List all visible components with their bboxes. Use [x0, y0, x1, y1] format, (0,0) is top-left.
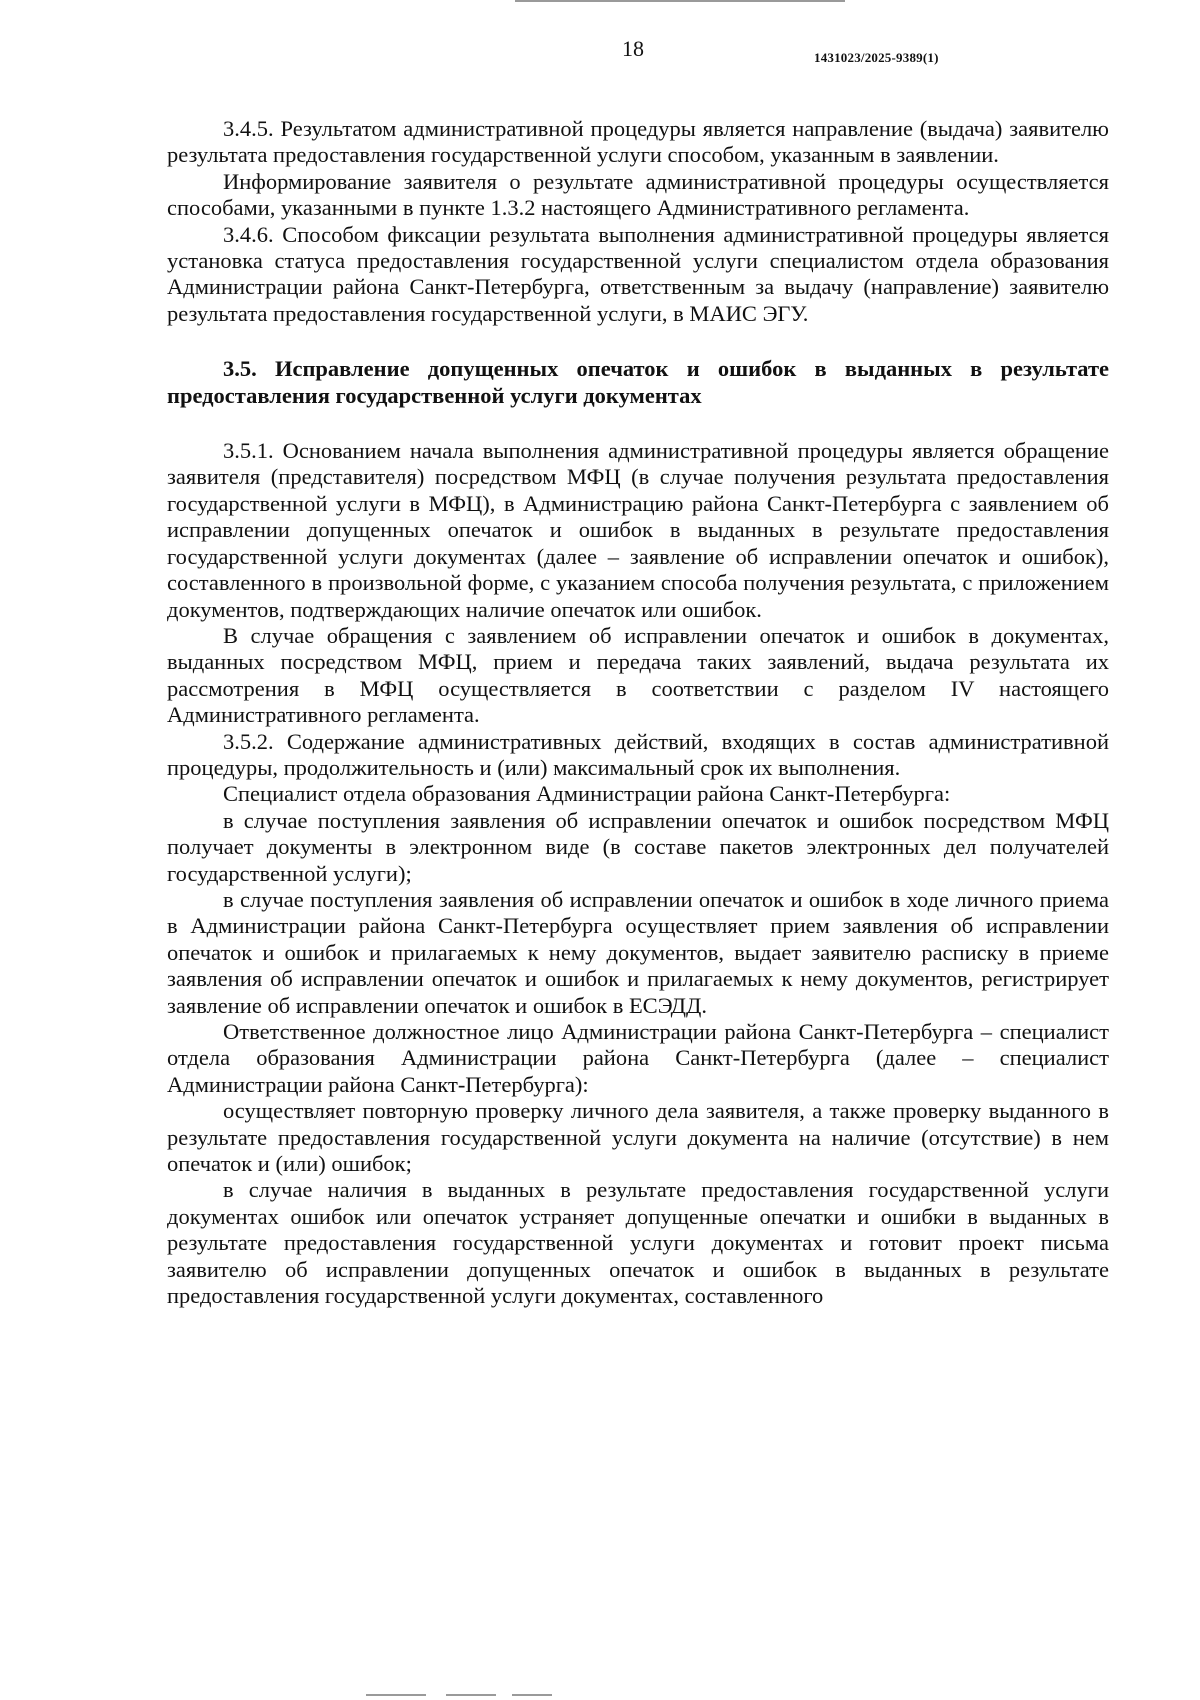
paragraph-personal-reception: в случае поступления заявления об исправлении опечаток и ошибок в ходе личного приема в Администрации района Санкт-Петербурга осуществляет прием заявления об исправлении опечаток и ошибок и прилагаемых к нему документов, выдает заявителю расписку в приеме заявления об исправлении опечаток и ошибок и прилагаемых к нему документов, регистрирует заявление об исправлении опечаток и ошибок в ЕСЭДД. — [167, 886, 1109, 1018]
paragraph-3-4-5: 3.4.5. Результатом административной процедуры является направление (выдача) заявителю результата предоставления государственной услуги способом, указанным в заявлении. — [167, 116, 1109, 168]
paragraph-3-4-6: 3.4.6. Способом фиксации результата выполнения административной процедуры является установка статуса предоставления государственной услуги специалистом отдела образования Администрации района Санкт-Петербурга, ответственным за выдачу (направление) заявителю результата предоставления государственной услуги, в МАИС ЭГУ. — [167, 221, 1109, 326]
paragraph-mfc-case: В случае обращения с заявлением об исправлении опечаток и ошибок в документах, выданных посредством МФЦ, прием и передача таких заявлений, выдача результата их рассмотрения в МФЦ осуществляется в соответствии с разделом IV настоящего Административного регламента. — [167, 622, 1109, 728]
paragraph-3-5-2: 3.5.2. Содержание административных действий, входящих в состав административной процедуры, продолжительность и (или) максимальный срок их выполнения. — [167, 728, 1109, 780]
scan-artifact-bottom-3 — [512, 1694, 552, 1696]
paragraph-specialist-intro: Специалист отдела образования Администрации района Санкт-Петербурга: — [223, 781, 951, 807]
paragraph-responsible-official: Ответственное должностное лицо Администрации района Санкт-Петербурга – специалист отдела образования Администрации района Санкт-Петербурга (далее – специалист Администрации района Санкт-Петербурга): — [167, 1019, 1109, 1097]
paragraph-correction: в случае наличия в выданных в результате предоставления государственной услуги документах ошибок или опечаток устраняет допущенные опечатки и ошибки в выданных в результате предоставления государственной услуги документах и готовит проект письма заявителю об исправлении допущенных опечаток и ошибок в выданных в результате предоставления государственной услуги документах, составленного — [167, 1177, 1109, 1309]
scan-artifact-bottom-2 — [446, 1694, 496, 1696]
document-registration-number: 1431023/2025-9389(1) — [814, 50, 939, 65]
paragraph-informing: Информирование заявителя о результате административной процедуры осуществляется способами, указанными в пункте 1.3.2 настоящего Административного регламента. — [167, 168, 1109, 221]
document-body — [167, 116, 1109, 1309]
paragraph-repeat-check: осуществляет повторную проверку личного дела заявителя, а также проверку выданного в результате предоставления государственной услуги документа на наличие (отсутствие) в нем опечаток и (или) ошибок; — [167, 1098, 1109, 1177]
scan-artifact-bottom-1 — [366, 1694, 426, 1696]
paragraph-mfc-receipt: в случае поступления заявления об исправлении опечаток и ошибок посредством МФЦ получает документы в электронном виде (в составе пакетов электронных дел получателей государственной услуги); — [167, 807, 1109, 886]
page-number: 18 — [622, 36, 644, 61]
scan-artifact-top — [515, 0, 845, 2]
paragraph-3-5-1: 3.5.1. Основанием начала выполнения административной процедуры является обращение заявителя (представителя) посредством МФЦ (в случае получения результата предоставления государственной услуги в МФЦ), в Администрацию района Санкт-Петербурга с заявлением об исправлении допущенных опечаток и ошибок в выданных в результате предоставления государственной услуги документах (далее – заявление об исправлении опечаток и ошибок), составленного в произвольной форме, с указанием способа получения результата, с приложением документов, подтверждающих наличие опечаток или ошибок. — [167, 438, 1109, 622]
section-heading-3-5: 3.5. Исправление допущенных опечаток и ошибок в выданных в результате предоставления государственной услуги документах — [167, 356, 1109, 408]
